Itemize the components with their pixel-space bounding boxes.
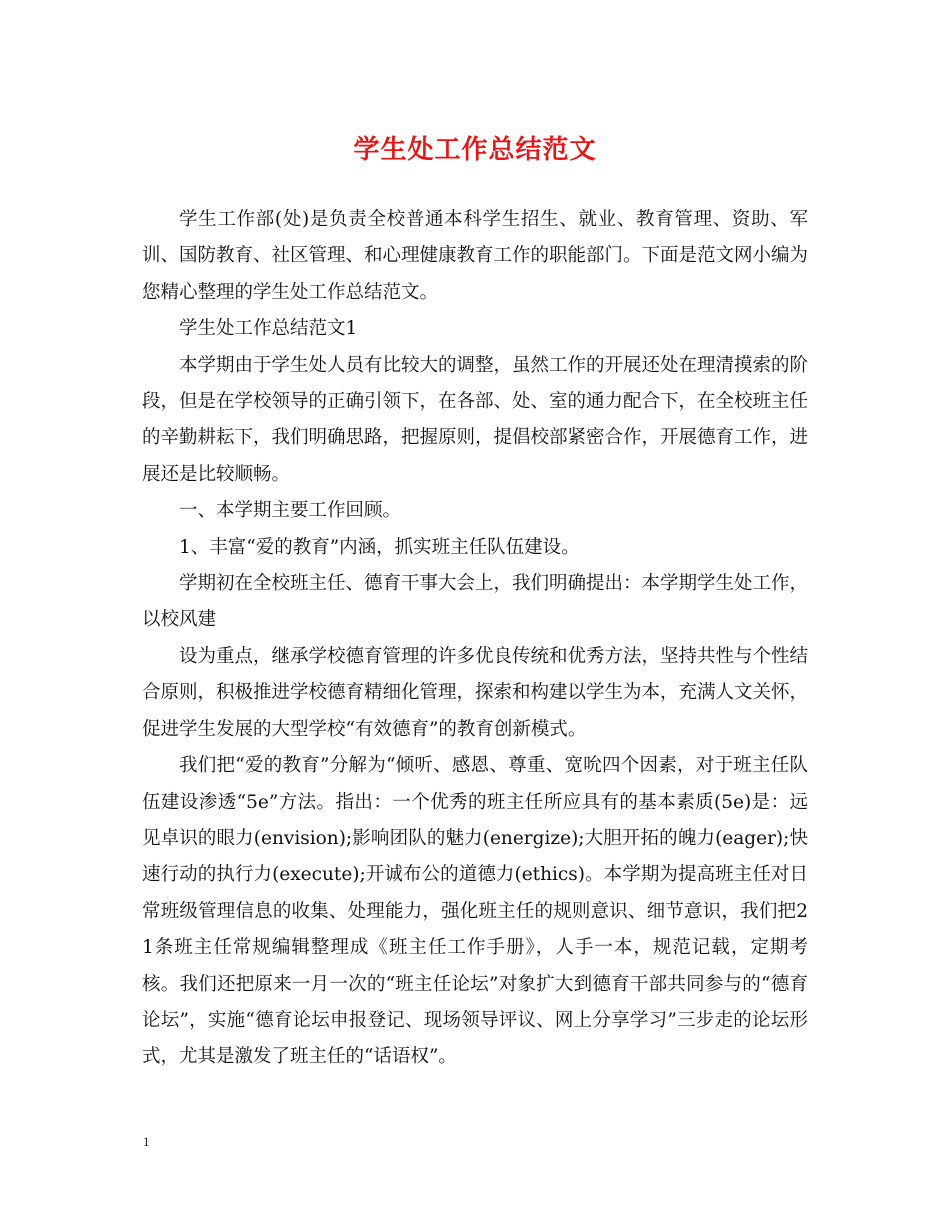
- paragraph-subheading: 1、丰富“爱的教育”内涵，抓实班主任队伍建设。: [179, 536, 580, 558]
- paragraph: 学期初在全校班主任、德育干事大会上，我们明确提出：本学期学生处工作，以校风建: [142, 573, 809, 631]
- paragraph: 本学期由于学生处人员有比较大的调整，虽然工作的开展还处在理清摸索的阶段，但是在学校领导的正确引领下，在各部、处、室的通力配合下，在全校班主任的辛勤耕耘下，我们明确思路，把握原则，提倡校部紧密合作，开展德育工作，进展还是比较顺畅。: [142, 354, 809, 485]
- paragraph-intro: 学生工作部(处)是负责全校普通本科学生招生、就业、教育管理、资助、军训、国防教育、社区管理、和心理健康教育工作的职能部门。下面是范文网小编为您精心整理的学生处工作总结范文。: [142, 209, 809, 303]
- paragraph-section-heading: 学生处工作总结范文1: [179, 318, 358, 340]
- document-body: [142, 202, 808, 1076]
- page-number: 1: [143, 1134, 150, 1149]
- paragraph: 我们把“爱的教育”分解为“倾听、感恩、尊重、宽吮四个因素，对于班主任队伍建设渗透“5e”方法。指出：一个优秀的班主任所应具有的基本素质(5e)是：远见卓识的眼力(envision);影响团队的魅力(energize);大胆开拓的魄力(eager);快速行动的执行力(execute);开诚布公的道德力(ethics)。本学期为提高班主任对日常班级管理信息的收集、处理能力，强化班主任的规则意识、细节意识，我们把21条班主任常规编辑整理成《班主任工作手册》，人手一本，规范记载，定期考核。我们还把原来一月一次的“班主任论坛”对象扩大到德育干部共同参与的“德育论坛”，实施“德育论坛申报登记、现场领导评议、网上分享学习”三步走的论坛形式，尤其是激发了班主任的“话语权”。: [142, 755, 808, 1068]
- paragraph-heading-review: 一、本学期主要工作回顾。: [179, 500, 402, 522]
- document-title: 学生处工作总结范文: [353, 135, 597, 165]
- paragraph: 设为重点，继承学校德育管理的许多优良传统和优秀方法，坚持共性与个性结合原则，积极推进学校德育精细化管理，探索和构建以学生为本，充满人文关怀，促进学生发展的大型学校“有效德育”的教育创新模式。: [142, 645, 809, 740]
